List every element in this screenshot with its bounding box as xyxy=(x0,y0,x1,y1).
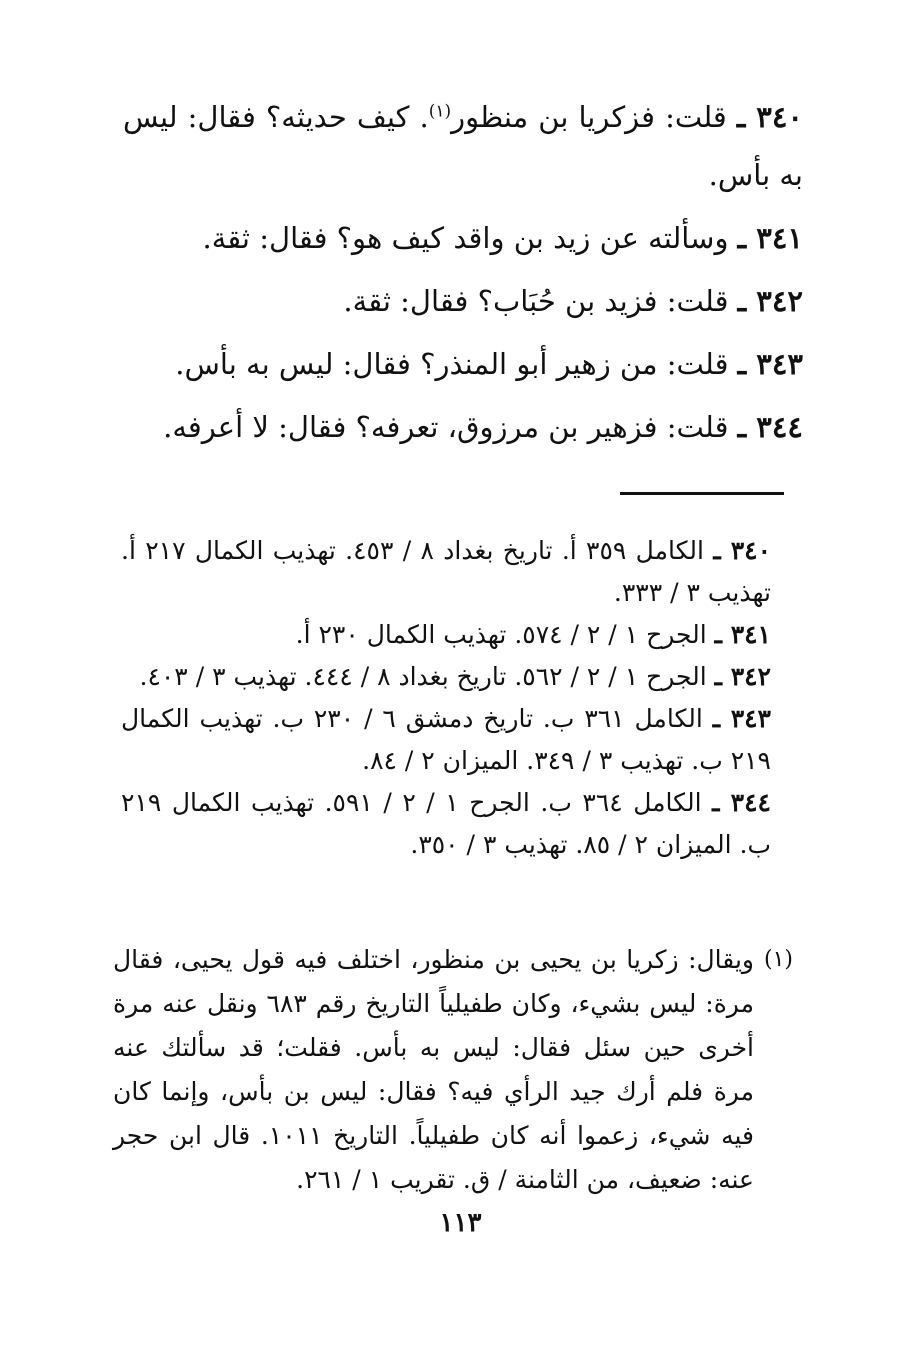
source-text: الجرح ١ / ٢ / ٥٧٤. تهذيب الكمال ٢٣٠ أ. xyxy=(295,620,707,649)
source-text: الجرح ١ / ٢ / ٥٦٢. تاريخ بغداد ٨ / ٤٤٤. تهذيب ٣ / ٤٠٣. xyxy=(139,662,707,691)
entry-342 xyxy=(123,272,803,330)
entry-text-continued: . كيف حديثه؟ فقال: ليس به بأس. xyxy=(123,100,803,192)
source-number: ٣٤٤ ـ xyxy=(712,788,771,817)
entry-344 xyxy=(123,398,803,456)
footnote-marker: (١) xyxy=(763,947,793,972)
source-number: ٣٤٢ ـ xyxy=(714,662,771,691)
entry-text: قلت: فزكريا بن منظور xyxy=(451,100,727,134)
entry-number: ٣٤٢ ـ xyxy=(737,284,803,318)
footnote-separator xyxy=(620,492,784,495)
source-text: الكامل ٣٦٤ ب. الجرح ١ / ٢ / ٥٩١. تهذيب الكمال ٢١٩ ب. الميزان ٢ / ٨٥. تهذيب ٣ / ٣٥٠. xyxy=(121,788,771,859)
source-341 xyxy=(121,614,771,656)
entry-number: ٣٤٣ ـ xyxy=(737,347,803,381)
source-text: الكامل ٣٦١ ب. تاريخ دمشق ٦ / ٢٣٠ ب. تهذيب الكمال ٢١٩ ب. تهذيب ٣ / ٣٤٩. الميزان ٢ / ٨٤. xyxy=(121,704,771,775)
source-344 xyxy=(121,782,771,866)
footnote-text: ويقال: زكريا بن يحيى بن منظور، اختلف فيه قول يحيى، فقال مرة: ليس بشيء، وكان طفيلياً التاريخ رقم ٦٨٣ ونقل عنه مرة أخرى حين سئل فقال: ليس به بأس. فقلت؛ قد سألتك عنه مرة فلم أرك جيد الرأي فيه؟ فقال: ليس بن بأس، وإنما كان فيه شيء، زعموا أنه كان طفيلياً. التاريخ ١٠١١. قال ابن حجر عنه: ضعيف، من الثامنة / ق. تقريب ١ / ٢٦١. xyxy=(113,945,754,1194)
source-343 xyxy=(121,698,771,782)
entry-341 xyxy=(123,209,803,267)
footnote xyxy=(113,938,793,1202)
entry-343 xyxy=(123,335,803,393)
entry-text: قلت: فزهير بن مرزوق، تعرفه؟ فقال: لا أعرفه. xyxy=(163,410,729,444)
source-number: ٣٤٣ ـ xyxy=(712,704,771,733)
source-340 xyxy=(121,530,771,614)
source-342 xyxy=(121,656,771,698)
entry-text: قلت: فزيد بن حُبَاب؟ فقال: ثقة. xyxy=(343,284,729,318)
source-number: ٣٤٠ ـ xyxy=(713,536,772,565)
source-number: ٣٤١ ـ xyxy=(714,620,771,649)
entry-text: وسألته عن زيد بن واقد كيف هو؟ فقال: ثقة. xyxy=(202,221,729,255)
main-entries xyxy=(123,88,803,461)
entry-number: ٣٤١ ـ xyxy=(737,221,803,255)
footnote-reference: (١) xyxy=(428,101,452,122)
entry-number: ٣٤٤ ـ xyxy=(737,410,803,444)
page-number: ١١٣ xyxy=(439,1208,482,1238)
source-references xyxy=(121,530,771,866)
source-text: الكامل ٣٥٩ أ. تاريخ بغداد ٨ / ٤٥٣. تهذيب الكمال ٢١٧ أ. تهذيب ٣ / ٣٣٣. xyxy=(121,536,771,607)
entry-340 xyxy=(123,88,803,204)
entry-number: ٣٤٠ ـ xyxy=(736,100,804,134)
entry-text: قلت: من زهير أبو المنذر؟ فقال: ليس به بأس. xyxy=(175,347,729,381)
